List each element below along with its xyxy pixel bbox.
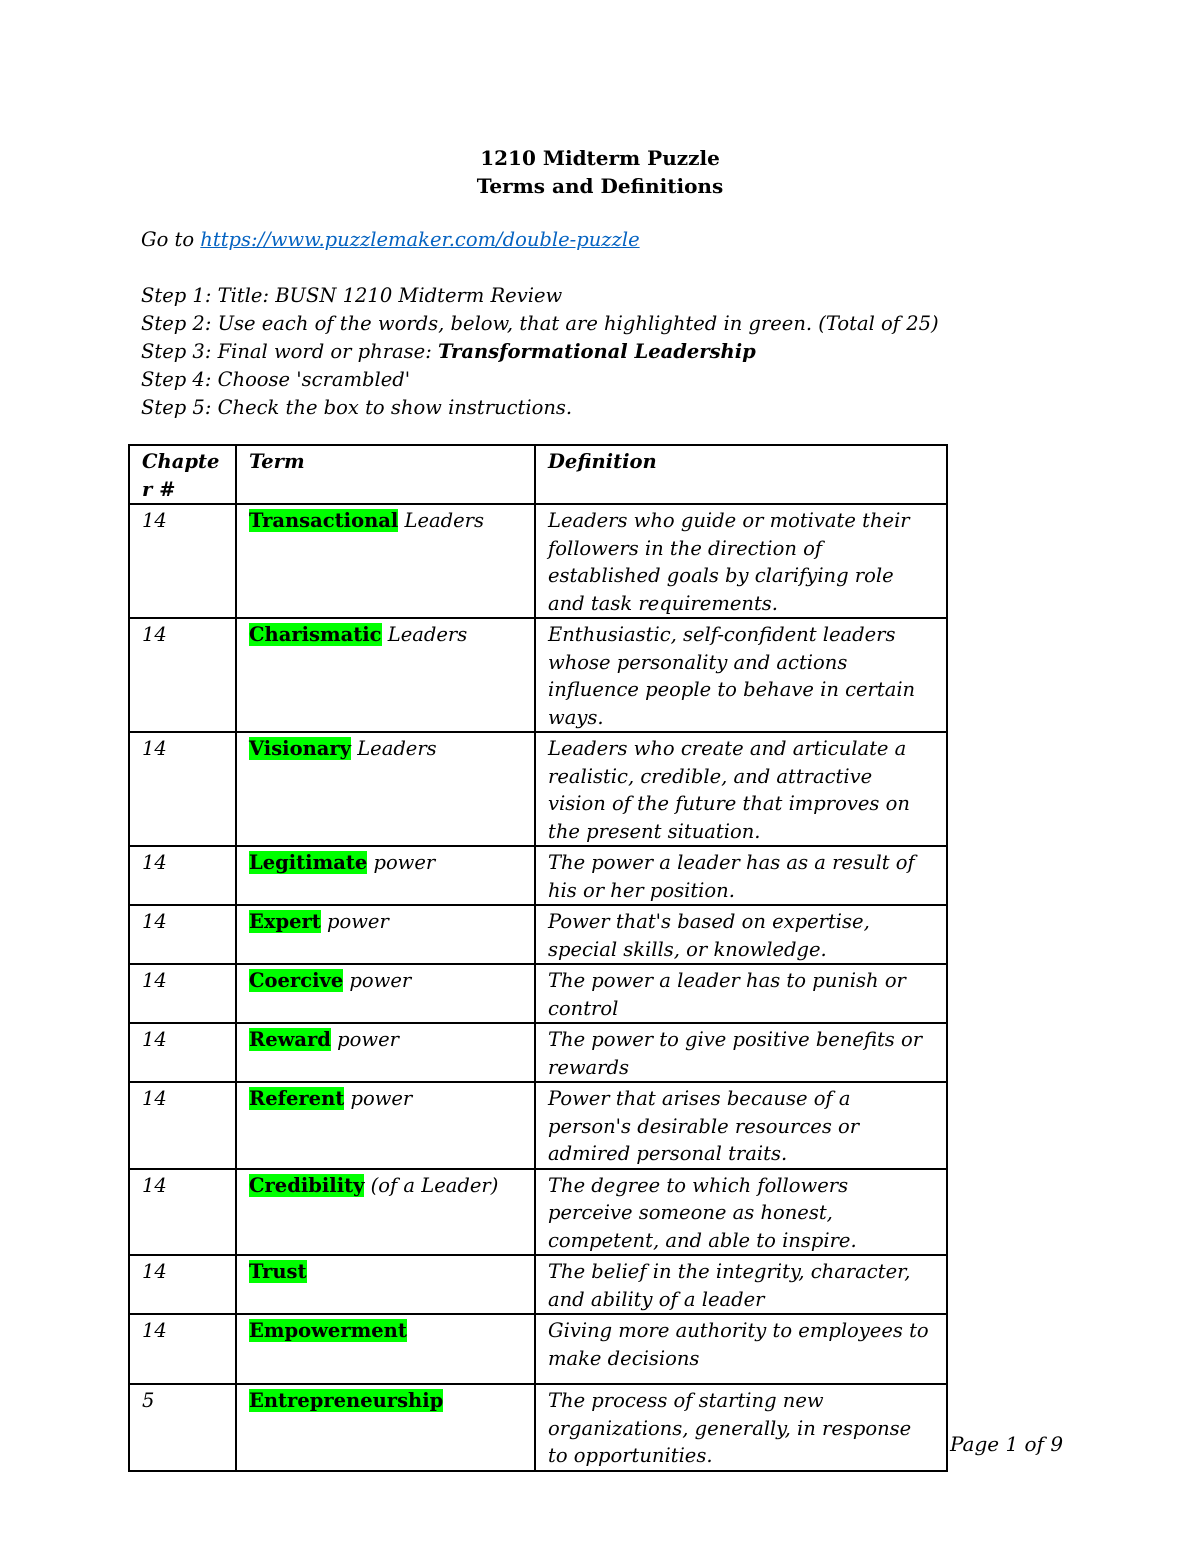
chapter-cell: 5: [129, 1384, 236, 1471]
highlighted-term: Visionary: [249, 737, 352, 760]
table-row: [129, 1255, 947, 1314]
definition-cell: The process of starting new organizations, generally, in response to opportunities.: [535, 1384, 947, 1471]
table-row: [129, 1384, 947, 1471]
highlighted-term: Referent: [249, 1087, 345, 1110]
highlighted-term: Trust: [249, 1260, 307, 1283]
table-row: [129, 504, 947, 618]
definition-cell: Giving more authority to employees to make decisions: [535, 1314, 947, 1384]
term-cell: [236, 1255, 535, 1314]
term-cell: [236, 504, 535, 618]
chapter-cell: 14: [129, 732, 236, 846]
table-row: [129, 732, 947, 846]
document-title-block: [0, 144, 1200, 200]
term-suffix: power: [320, 910, 389, 933]
term-suffix: Leaders: [351, 737, 437, 760]
table-row: [129, 905, 947, 964]
highlighted-term: Charismatic: [249, 623, 382, 646]
term-suffix: (of a Leader): [364, 1173, 499, 1197]
goto-line: [141, 226, 1041, 254]
puzzlemaker-link[interactable]: https://www.puzzlemaker.com/double-puzzle: [200, 228, 640, 251]
definition-cell: Power that arises because of a person's desirable resources or admired personal traits.: [535, 1082, 947, 1169]
document-title: 1210 Midterm Puzzle: [480, 146, 720, 170]
highlighted-term: Reward: [249, 1028, 331, 1051]
terms-table: [128, 444, 948, 1472]
chapter-cell: 14: [129, 1082, 236, 1169]
chapter-cell: 14: [129, 504, 236, 618]
definition-cell: The degree to which followers perceive someone as honest, competent, and able to inspire.: [535, 1169, 947, 1256]
term-cell: [236, 618, 535, 732]
table-row: [129, 1023, 947, 1082]
header-term: Term: [236, 445, 535, 504]
header-definition: Definition: [535, 445, 947, 504]
highlighted-term: Coercive: [249, 969, 344, 992]
table-row: [129, 964, 947, 1023]
definition-cell: Leaders who guide or motivate their followers in the direction of established goals by clarifying role and task requirements.: [535, 504, 947, 618]
step-2: Step 2: Use each of the words, below, that are highlighted in green. (Total of 25): [141, 312, 939, 335]
term-cell: [236, 1169, 535, 1256]
chapter-cell: 14: [129, 1255, 236, 1314]
chapter-cell: 14: [129, 846, 236, 905]
highlighted-term: Entrepreneurship: [249, 1389, 444, 1412]
step-3: [141, 338, 1041, 366]
term-suffix: power: [367, 851, 436, 874]
definition-cell: The belief in the integrity, character, and ability of a leader: [535, 1255, 947, 1314]
table-row: [129, 1082, 947, 1169]
chapter-cell: 14: [129, 618, 236, 732]
highlighted-term: Transactional: [249, 509, 399, 532]
table-row: [129, 618, 947, 732]
table-header-row: [129, 445, 947, 504]
highlighted-term: Empowerment: [249, 1319, 407, 1342]
term-cell: [236, 1384, 535, 1471]
chapter-cell: 14: [129, 905, 236, 964]
definition-cell: The power to give positive benefits or rewards: [535, 1023, 947, 1082]
page-number: Page 1 of 9: [950, 1432, 1064, 1456]
term-suffix: Leaders: [381, 623, 468, 646]
term-cell: [236, 1314, 535, 1384]
term-suffix: power: [343, 969, 412, 992]
term-cell: [236, 732, 535, 846]
definition-cell: The power a leader has as a result of his or her position.: [535, 846, 947, 905]
term-cell: [236, 964, 535, 1023]
term-cell: [236, 1023, 535, 1082]
step-5: Step 5: Check the box to show instructions.: [141, 396, 573, 419]
term-cell: [236, 846, 535, 905]
term-suffix: power: [344, 1087, 413, 1110]
table-row: [129, 1314, 947, 1384]
chapter-cell: 14: [129, 1169, 236, 1256]
document-subtitle: Terms and Definitions: [476, 174, 724, 198]
header-chapter: Chapte r #: [129, 445, 236, 504]
final-phrase: Transformational Leadership: [437, 340, 756, 363]
highlighted-term: Credibility: [249, 1173, 365, 1197]
chapter-cell: 14: [129, 1314, 236, 1384]
chapter-cell: 14: [129, 964, 236, 1023]
goto-prefix: Go to: [141, 228, 201, 251]
table-row: [129, 846, 947, 905]
highlighted-term: Expert: [249, 910, 321, 933]
term-suffix: power: [330, 1028, 399, 1051]
definition-cell: Leaders who create and articulate a realistic, credible, and attractive vision of the future that improves on the present situation.: [535, 732, 947, 846]
terms-table-body: [129, 504, 947, 1471]
term-cell: [236, 1082, 535, 1169]
term-suffix: Leaders: [398, 509, 484, 532]
definition-cell: The power a leader has to punish or control: [535, 964, 947, 1023]
instructions-block: [141, 226, 1041, 422]
definition-cell: Power that's based on expertise, special skills, or knowledge.: [535, 905, 947, 964]
step-4: Step 4: Choose 'scrambled': [141, 368, 411, 391]
highlighted-term: Legitimate: [249, 851, 368, 874]
definition-cell: Enthusiastic, self-confident leaders whose personality and actions influence people to behave in certain ways.: [535, 618, 947, 732]
table-row: [129, 1169, 947, 1256]
chapter-cell: 14: [129, 1023, 236, 1082]
term-cell: [236, 905, 535, 964]
step-3-prefix: Step 3: Final word or phrase:: [141, 340, 438, 363]
step-1: Step 1: Title: BUSN 1210 Midterm Review: [141, 284, 563, 307]
